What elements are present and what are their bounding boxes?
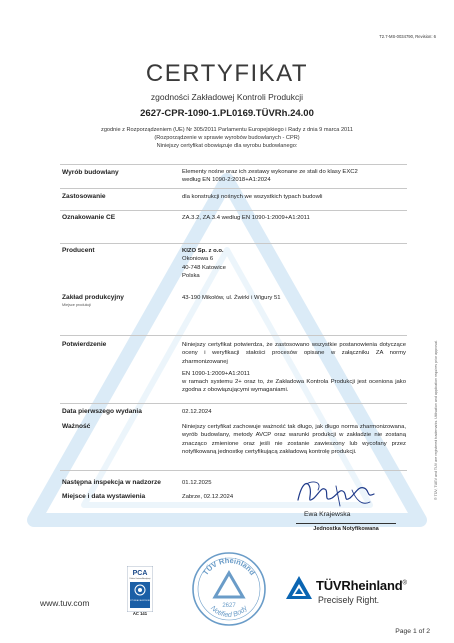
document-reference: T2.7-MS-0034790, Revision: 6: [379, 34, 436, 39]
seal-top-text: TÜV Rheinland: [200, 555, 258, 577]
registered-mark: ®: [402, 580, 407, 587]
product-value-line-1: Elementy nośne oraz ich zestawy wykonane ze stali do klasy EXC2: [182, 169, 358, 175]
application-value: dla konstrukcji nośnych we wszystkich typach budowli: [182, 194, 323, 200]
confirmation-paragraph-1: Niniejszy certyfikat potwierdza, że zastosowano wszystkie postanowienia dotyczące oceny i weryfikacji stałości procesów opisane w załączniku ZA normy zharmonizowanej: [182, 342, 406, 365]
website-link[interactable]: www.tuv.com: [40, 598, 90, 608]
confirmation-paragraph-2: w ramach systemu 2+ oraz to, że Zakładowa Kontrola Produkcji jest oceniona jako zgodna z obowiązującymi wymaganiami.: [182, 379, 406, 394]
producer-city: 40-748 Katowice: [182, 264, 226, 271]
signatory-name: Ewa Krajewska: [304, 511, 351, 518]
handwritten-signature: [292, 476, 382, 512]
seal-number: 2627: [222, 603, 236, 609]
separator: [60, 335, 407, 336]
first-issue-value: 02.12.2024: [182, 409, 212, 415]
regulation-line-2: (Rozporządzenie w sprawie wyrobów budowlanych - CPR): [154, 135, 300, 141]
seal-bottom-text: Notified Body: [209, 604, 249, 620]
pca-badge-cert: CERTYFIKACJA WYROBÓW: [127, 600, 153, 602]
validity-value: Niniejszy certyfikat zachowuje ważność tak długo, jak długo norma zharmonizowana, wyrób budowlany, metody AVCP oraz warunki produkcji w zakładzie nie zostaną znacząco zmienione oraz jeśli nie zostanie zawieszony lub wycofany przez notyfikowaną jednostkę certyfikującą zakładową kontrolę produkcji.: [182, 424, 406, 455]
ce-marking-value: ZA.3.2, ZA.3.4 według EN 1090-1:2009+A1:2011: [182, 215, 310, 221]
ce-marking-label: Oznakowanie CE: [62, 214, 116, 221]
regulation-line-3: Niniejszy certyfikat obowiązuje dla wyrobu budowlanego:: [156, 143, 298, 149]
tuv-brand-name: [316, 578, 407, 593]
tuv-brand-text: TÜVRheinland: [316, 578, 403, 593]
page-number: Page 1 of 2: [395, 628, 430, 635]
certificate-subtitle: zgodności Zakładowej Kontroli Produkcji: [150, 92, 304, 102]
confirmation-text: [182, 341, 406, 395]
regulation-block: [0, 126, 454, 150]
separator: [60, 403, 407, 404]
producer-country: Polska: [182, 272, 200, 279]
separator: [60, 470, 407, 471]
certificate-number: 2627-CPR-1090-1.PL0169.TÜVRh.24.00: [140, 108, 314, 119]
producer-street: Okoniowa 6: [182, 256, 214, 263]
application-label: Zastosowanie: [62, 193, 106, 200]
confirmation-standard: EN 1090-1:2009+A1:2011: [182, 370, 250, 377]
trademark-side-text: ® TÜV, TUEV and TUV are registered trademarks. Utilisation and application requires prior approval.: [434, 340, 438, 500]
separator: [60, 243, 407, 244]
first-issue-label: Data pierwszego wydania: [62, 408, 142, 415]
next-inspection-value: 01.12.2025: [182, 480, 212, 486]
issue-place-label: Miejsce i data wystawienia: [62, 493, 146, 500]
product-value-line-2: według EN 1090-2:2018+A1:2024: [182, 177, 271, 184]
product-label: Wyrób budowlany: [62, 169, 119, 176]
page-title: CERTYFIKAT: [145, 60, 309, 87]
pca-accreditation-badge: [127, 566, 153, 612]
producer-label: Producent: [62, 247, 95, 254]
tuv-slogan: Precisely Right.: [318, 595, 380, 605]
pca-accreditation-number: AC 141: [132, 611, 148, 616]
separator: [60, 164, 407, 165]
plant-sublabel: Miejsce produkcji: [62, 303, 92, 307]
pca-badge-subtitle: Polskie Centrum Akredytacji: [129, 578, 151, 580]
product-value: [182, 168, 358, 185]
confirmation-label: Potwierdzenie: [62, 341, 107, 348]
regulation-line-1: zgodnie z Rozporządzeniem (UE) Nr 305/2011 Parlamentu Europejskiego i Rady z dnia 9 marca 2011: [101, 127, 353, 133]
next-inspection-label: Następna inspekcja w nadzorze: [62, 479, 161, 486]
notified-body-seal: [191, 551, 267, 627]
validity-label: Ważność: [62, 423, 91, 430]
separator: [60, 210, 407, 211]
pca-badge-label: PCA: [132, 570, 148, 577]
producer-address: [182, 247, 226, 280]
separator: [60, 188, 407, 189]
tuv-triangle-logo: [285, 575, 313, 601]
plant-value: 43-190 Mikołów, ul. Żwirki i Wigury 51: [182, 295, 281, 301]
signatory-title: Jednostka Notyfikowana: [313, 526, 379, 532]
signature-line: [296, 523, 396, 524]
plant-label: Zakład produkcyjny: [62, 294, 124, 301]
issue-place-value: Zabrze, 02.12.2024: [182, 494, 234, 500]
producer-name: KIZO Sp. z o.o.: [182, 248, 224, 254]
